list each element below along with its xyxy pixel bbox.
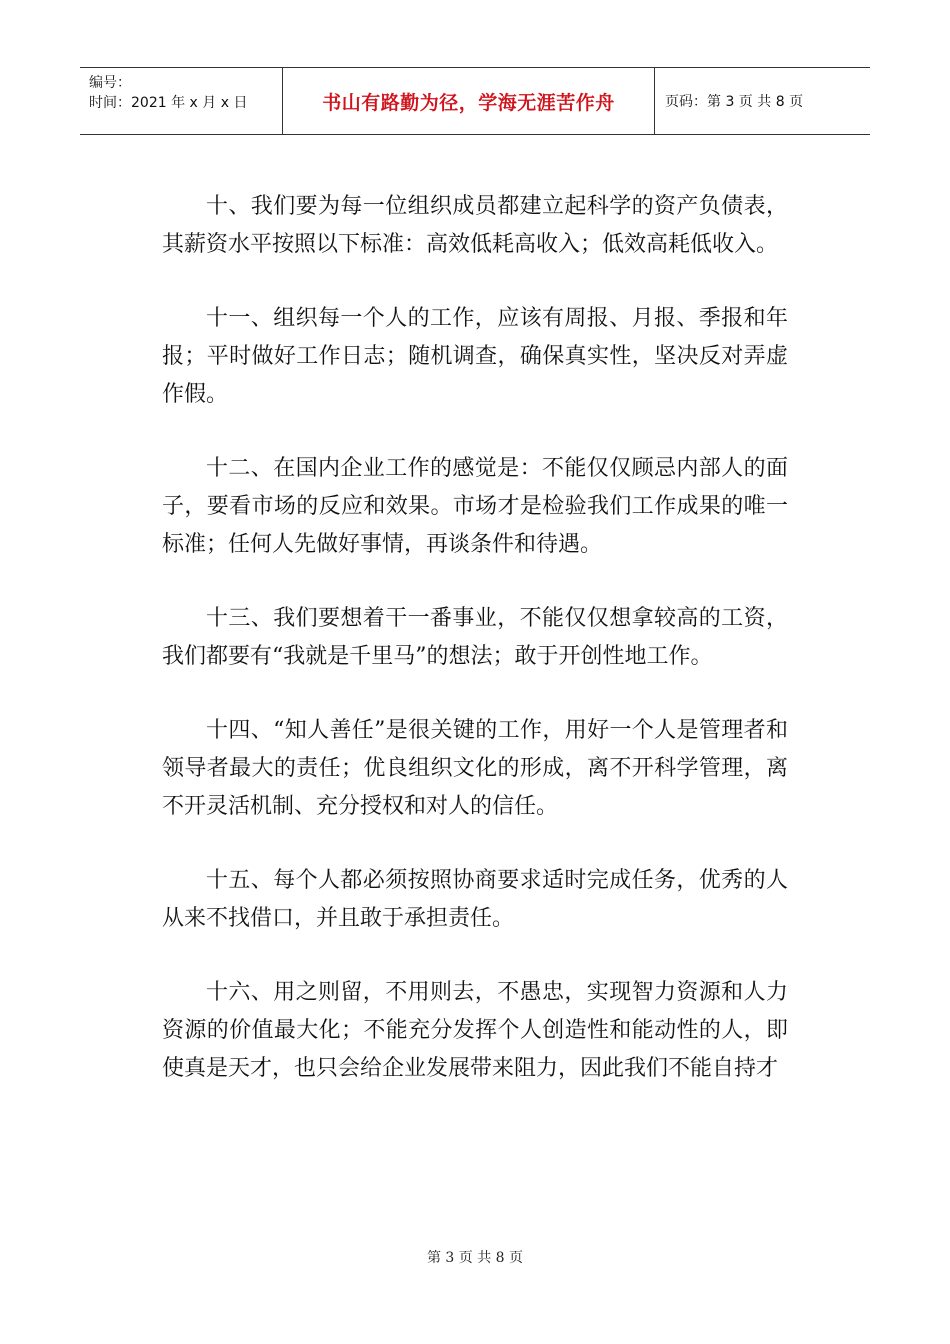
page-footer: 第 3 页 共 8 页: [426, 1250, 524, 1266]
header-motto: 书山有路勤为径，学海无涯苦作舟: [283, 68, 655, 134]
paragraph-13: 十三、我们要想着干一番事业，不能仅仅想拿较高的工资，我们都要有“我就是千里马”的想法；敢于开创性地工作。: [162, 606, 788, 669]
paragraph-12: 十二、在国内企业工作的感觉是：不能仅仅顾忌内部人的面子，要看市场的反应和效果。市场才是检验我们工作成果的唯一标准；任何人先做好事情，再谈条件和待遇。: [162, 456, 788, 557]
paragraph-14: 十四、“知人善任”是很关键的工作，用好一个人是管理者和领导者最大的责任；优良组织文化的形成，离不开科学管理，离不开灵活机制、充分授权和对人的信任。: [162, 718, 788, 819]
page-header: [80, 67, 870, 135]
document-date-label: 时间：2021 年 x 月 x 日: [89, 95, 248, 111]
paragraph-15: 十五、每个人都必须按照协商要求适时完成任务，优秀的人从来不找借口，并且敢于承担责任。: [162, 868, 788, 931]
header-meta: [80, 68, 283, 134]
paragraph-10: 十、我们要为每一位组织成员都建立起科学的资产负债表，其薪资水平按照以下标准：高效低耗高收入；低效高耗低收入。: [162, 194, 788, 257]
document-number-label: 编号：: [89, 75, 131, 91]
document-body: [162, 188, 788, 1124]
paragraph-16: 十六、用之则留，不用则去，不愚忠，实现智力资源和人力资源的价值最大化；不能充分发挥个人创造性和能动性的人，即使真是天才，也只会给企业发展带来阻力，因此我们不能自持才: [162, 980, 788, 1081]
header-page-info: 页码：第 3 页 共 8 页: [665, 94, 804, 110]
paragraph-11: 十一、组织每一个人的工作，应该有周报、月报、季报和年报；平时做好工作日志；随机调查，确保真实性，坚决反对弄虚作假。: [162, 306, 788, 407]
